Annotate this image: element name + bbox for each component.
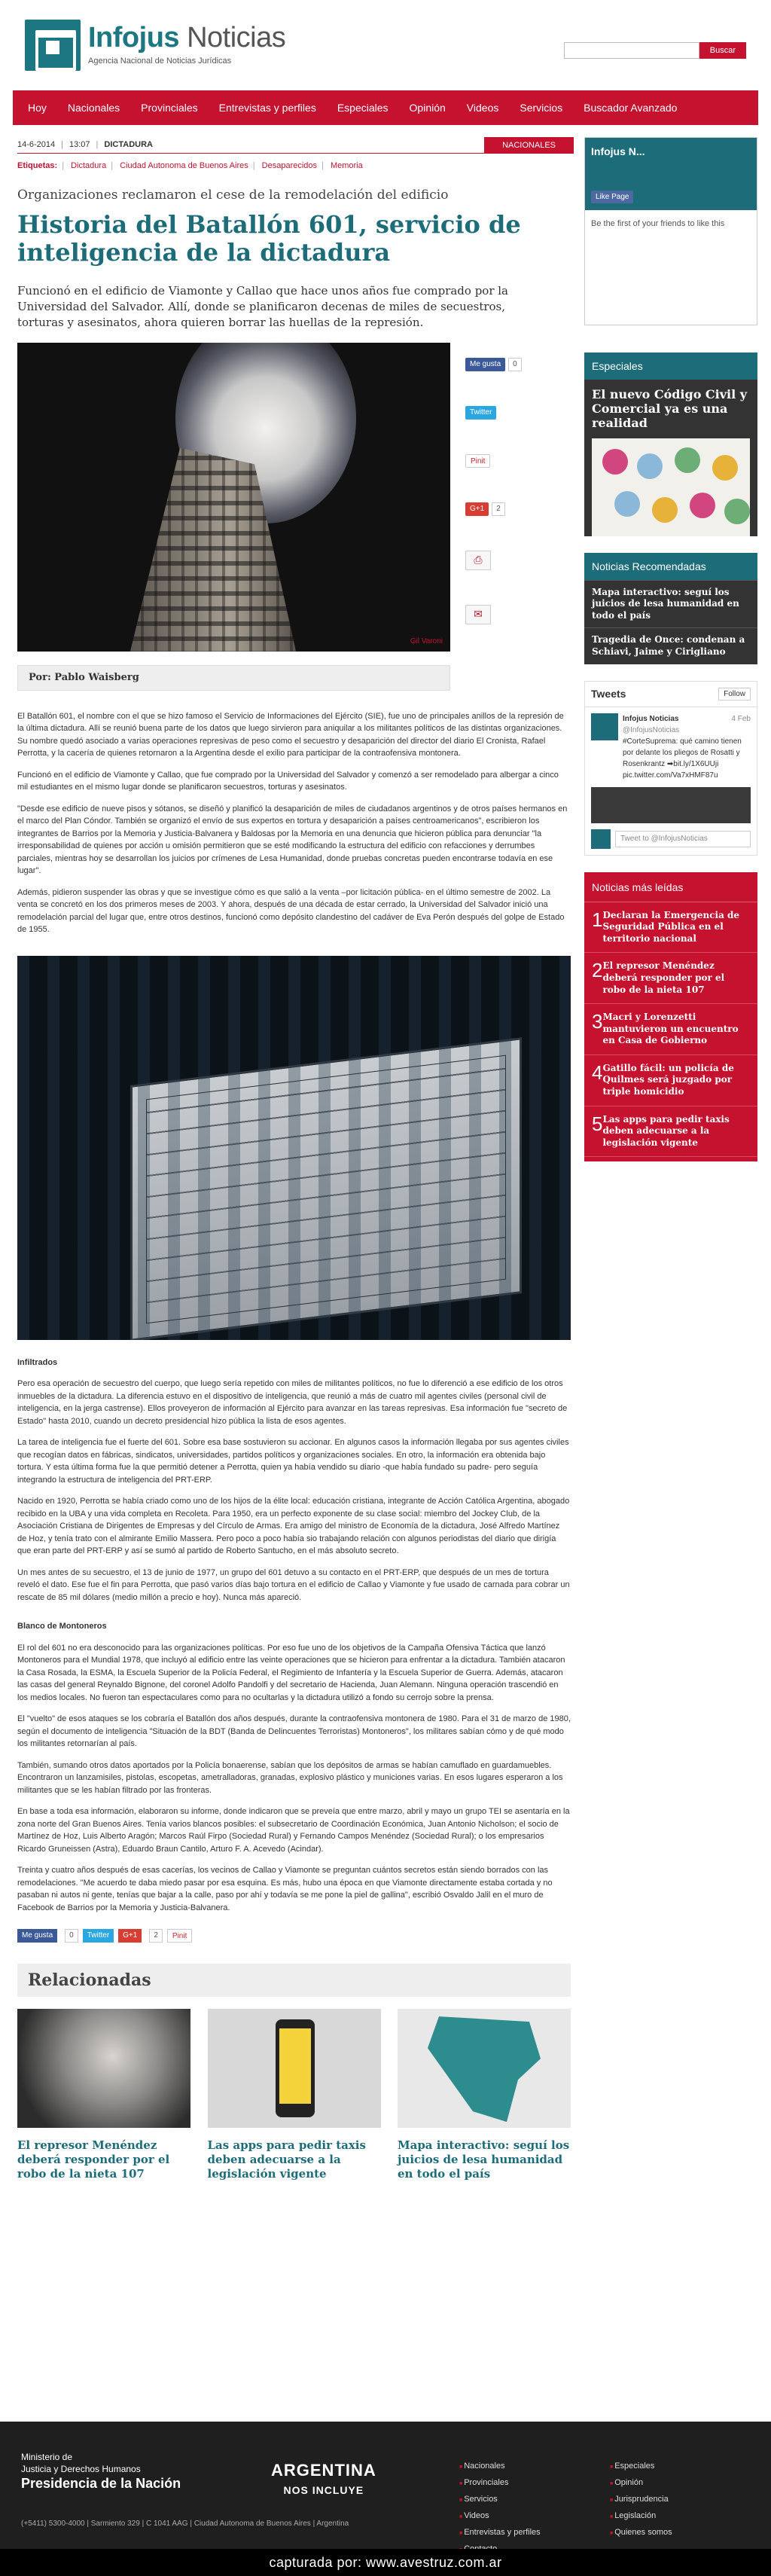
article [13, 137, 574, 2181]
avatar[interactable] [591, 713, 618, 740]
tag-link[interactable]: Dictadura [71, 161, 107, 170]
tweet-text: #CorteSuprema: qué camino tienen por delante los pliegos de Rosatti y Rosenkrantz ➡bit.ly/1X6UUji pic.twitter.com/Va7xHMF87u [623, 737, 742, 780]
main-nav [13, 90, 758, 125]
tweet-author[interactable]: Infojus Noticias [623, 714, 679, 723]
facebook-count: 0 [508, 358, 522, 371]
related-section [17, 1964, 571, 2181]
share-column [450, 343, 548, 659]
search-button[interactable]: Buscar [699, 42, 746, 59]
related-thumbnail[interactable] [398, 2009, 571, 2128]
article-time: 13:07 [69, 140, 90, 150]
especiales-heading: Especiales [584, 353, 757, 380]
site-logo[interactable] [25, 20, 285, 71]
most-read-item[interactable]: 3 Macri y Lorenzetti mantuvieron un encuentro en Casa de Gobierno [584, 1004, 757, 1055]
article-subhead: Funcionó en el edificio de Viamonte y Callao que hace unos años fue comprado por la Universidad del Salvador. Allí, donde se planificaron decenas de miles de secuestros, torturas y asesinatos, ahora quieren borrar las huellas de la represión. [17, 283, 509, 329]
footer-link[interactable]: ■ Opinión [610, 2474, 672, 2491]
footer-link[interactable]: ■ Especiales [610, 2458, 672, 2474]
recommended-item[interactable]: Mapa interactivo: seguí los juicios de lesa humanidad en todo el país [584, 580, 757, 628]
most-read-item[interactable]: 2 El represor Menéndez deberá responder por el robo de la nieta 107 [584, 953, 757, 1004]
footer-link[interactable]: ■ Entrevistas y perfiles [459, 2524, 541, 2541]
twitter-button[interactable]: Twitter [83, 1929, 114, 1943]
especiales-illustration[interactable] [592, 438, 750, 536]
article-paragraph: Además, pidieron suspender las obras y que se investigue cómo es que salió a la venta –por licitación pública- en el último semestre de 2002. La venta se concretó en los dos primeros meses de 2003. Y ahora, después de una década de estar cerrado, la Universidad del Salvador inició una remodelación parcial del lugar que, entre otros destinos, funcionó como depósito clandestino del cadáver de Eva Perón después del golpe de Estado de 1955. [17, 887, 565, 935]
article-photo [17, 956, 571, 1340]
pinterest-button[interactable]: Pinit [167, 1929, 192, 1943]
most-read-item[interactable]: 1 Declaran la Emergencia de Seguridad Pública en el territorio nacional [584, 902, 757, 954]
related-title: Relacionadas [17, 1964, 571, 1997]
article-paragraph: Pero esa operación de secuestro del cuerpo, que luego sería repetido con miles de militantes políticos, no fue lo diferenció a ese edificio de los otros inmuebles de la dictadura. La diferencia estuvo en el dispositivo de inteligencia, que reunió a más de cuatro mil agentes civiles (personal civil de inteligencia, en la jerga castrense). Ellos proveyeron de información al Ejército para avanzar en las tareas represivas. Esa información fue "secreto de Estado" hasta 2010, cuando un decreto presidencial hizo pública la lista de esos agentes. [17, 1379, 568, 1426]
facebook-like-page-button[interactable]: Like Page [591, 191, 633, 203]
related-thumbnail[interactable] [17, 2009, 190, 2128]
footer-link[interactable]: ■ Nacionales [459, 2458, 541, 2474]
twitter-widget [584, 681, 757, 856]
pinterest-button[interactable]: Pinit [465, 454, 490, 468]
related-item-title[interactable]: Las apps para pedir taxis deben adecuarse a la legislación vigente [207, 2138, 366, 2181]
recommended-box [584, 553, 757, 664]
article-paragraph: El Batallón 601, el nombre con el que se hizo famoso el Servicio de Informaciones del Ejército (SIE), fue uno de principales anillos de la represión de la última dictadura. Allí se reunió buena parte de los datos que luego sirvieron para aniquilar a los militantes políticos de las distintas organizaciones. Su nombre quedó asociado a varias operaciones represivas de peso como el secuestro y desaparición del director del diario El Cronista, Rafael Perrotta, y la cacería de quienes retornaron a la Argentina desde el exilio para participar de la contraofensiva montonera. [17, 711, 564, 758]
article-paragraph: El "vuelto" de esos ataques se los cobraría el Batallón dos años después, durante la contraofensiva montonera de 1980. Para el 31 de marzo de 1980, según el documento de inteligencia "Situación de la BDT (Banda de Delincuentes Terroristas) Montoneros", los militares sabían cómo y de qué modo los militantes retornarían al país. [17, 1714, 571, 1749]
most-read-box [584, 872, 757, 1162]
recommended-item[interactable]: Tragedia de Once: condenan a Schiavi, Jaime y Cirigliano [584, 627, 757, 664]
article-section: DICTADURA [104, 140, 153, 150]
search-input[interactable] [564, 42, 699, 59]
related-item-title[interactable]: Mapa interactivo: seguí los juicios de lesa humanidad en todo el país [398, 2138, 570, 2181]
tweet-to-input[interactable]: Tweet to @InfojusNoticias [615, 831, 751, 847]
nav-item-buscador-avanzado[interactable]: Buscador Avanzado [584, 101, 678, 114]
google-plus-button[interactable]: G+1 [118, 1929, 142, 1943]
facebook-like-button[interactable]: Me gusta [465, 358, 505, 371]
tweet-handle[interactable]: @InfojusNoticias [623, 725, 680, 734]
google-plus-button[interactable]: G+1 [465, 502, 489, 516]
logo-mark-icon [25, 20, 81, 71]
header [13, 0, 758, 90]
nav-item-provinciales[interactable]: Provinciales [141, 101, 198, 114]
bottom-share-bar [17, 1929, 574, 1943]
footer-address: (+5411) 5300-4000 | Sarmiento 329 | C 1041 AAG | Ciudad Autonoma de Buenos Aires | Argentina [21, 2520, 349, 2528]
google-plus-count: 2 [149, 1929, 163, 1943]
footer-link[interactable]: ■ Videos [459, 2507, 541, 2524]
footer-links [459, 2458, 541, 2557]
tag-list: Etiquetas: | Dictadura | Ciudad Autonoma de Buenos Aires | Desaparecidos | Memoria [17, 161, 363, 170]
section-subtitle: Blanco de Montoneros [17, 1622, 107, 1631]
facebook-widget [584, 137, 757, 325]
related-thumbnail[interactable] [208, 2009, 381, 2128]
nav-item-especiales[interactable]: Especiales [337, 101, 389, 114]
nav-item-hoy[interactable]: Hoy [28, 101, 47, 114]
article-headline: Historia del Batallón 601, servicio de inteligencia de la dictadura [17, 210, 521, 267]
footer-link[interactable]: ■ Quienes somos [610, 2524, 672, 2541]
nav-item-opinion[interactable]: Opinión [409, 101, 446, 114]
article-meta: 14-6-2014 | 13:07 | DICTADURA NACIONALES [17, 137, 574, 154]
article-paragraph: La tarea de inteligencia fue el fuerte del 601. Sobre esa base sostuvieron su accionar. En algunos casos la información llegaba por sus agentes civiles que recogían datos en fábricas, sindicatos, universidades, partidos políticos y organizaciones sociales. En otro, la información era obtenida bajo tortura. Y esta última forma fue la que permitió detener a Perrotta, quien ya había vendido su diario -que había fundado su padre- pero seguía integrando la estructura de inteligencia del PRT-ERP. [17, 1438, 569, 1485]
article-paragraph: Un mes antes de su secuestro, el 13 de junio de 1977, un grupo del 601 detuvo a su contacto en el PRT-ERP, que después de un mes de tortura reveló el dato. Ese fue el fin para Perrotta, que pasó varios días bajo tortura en el edificio de Callao y Viamonte y fue usado de carnada para cobrar un rescate de 85 mil dólares (medio millón a precio e hoy). Nunca más apareció. [17, 1567, 570, 1602]
nav-item-entrevistas[interactable]: Entrevistas y perfiles [218, 101, 316, 114]
site-name: Infojus Noticias [88, 21, 286, 53]
footer-link[interactable]: ■ Servicios [459, 2491, 541, 2507]
related-item[interactable] [398, 2009, 571, 2181]
related-item[interactable] [208, 2009, 381, 2181]
tweets-heading: Tweets [591, 687, 626, 700]
tag-link[interactable]: Desaparecidos [261, 161, 318, 170]
google-plus-count: 2 [492, 502, 505, 516]
hero-photo [17, 343, 450, 652]
article-author: Por: Pablo Waisberg [17, 665, 450, 691]
recommended-heading: Noticias Recomendadas [584, 553, 757, 580]
search-form [564, 42, 746, 59]
article-paragraph: Funcionó en el edificio de Viamonte y Callao, que fue comprado por la Universidad del Salvador y comenzó a ser remodelado para albergar a cinco mil estudiantes en el mismo lugar donde se planificaron secuestros, torturas y asesinatos. [17, 770, 559, 792]
tweet-date: 4 Feb [731, 714, 751, 723]
facebook-friends-text: Be the first of your friends to like this [591, 219, 725, 228]
related-item-title[interactable]: El represor Menéndez deberá responder por el robo de la nieta 107 [17, 2138, 170, 2181]
footer-link[interactable]: ■ Jurisprudencia [610, 2491, 672, 2507]
avatar [591, 829, 611, 849]
article-paragraph: "Desde ese edificio de nueve pisos y sótanos, se diseñó y planificó la desaparición de miles de ciudadanos argentinos y de otros países hermanos en el marco del Plan Cóndor. También se organizó el envío de sus expertos en tortura y desaparición a países centroamericanos", escribieron los integrantes de Barrios por la Memoria y Justicia-Balvanera y Baldosas por la Memoria en una denuncia que hicieron pública para denunciar "la irresponsabilidad de quienes por acción u omisión permitieron que se esté modificando la estructura del edificio con refacciones y derrumbes parciales, mientras hoy se desarrollan los juicios por crímenes de Lesa Humanidad, donde pruebas concretas pueden encontrarse todavía en ese lugar". [17, 804, 568, 876]
nav-item-nacionales[interactable]: Nacionales [67, 101, 120, 114]
most-read-item[interactable]: 4 Gatillo fácil: un policía de Quilmes será juzgado por triple homicidio [584, 1055, 757, 1106]
article-paragraph: El rol del 601 no era desconocido para las organizaciones políticas. Por eso fue uno de los objetivos de la Campaña Ofensiva Táctica que lanzó Montoneros para el Mundial 1978, que incluyó al edificio entre las veinte operaciones que se hicieron para enfrentar a la dictadura. También atacaron la Casa Rosada, la ESMA, la Escuela Superior de la Policía Federal, el Regimiento de Infantería y la Escuela Superior de Guerra. Además, atacaron las casas del general Reynaldo Bignone, del coronel Adolfo Pandolfi y del secretario de Hacienda, Juan Alemann. Ninguna operación trascendió en los medios locales. No fueron tan espectaculares como para no ocultarlas y la dictadura utilizó a fondo su cerrojo sobre la prensa. [17, 1643, 565, 1702]
nav-item-servicios[interactable]: Servicios [520, 101, 563, 114]
footer [0, 2422, 771, 2576]
site-tagline: Agencia Nacional de Noticias Jurídicas [88, 56, 232, 66]
article-kicker: Organizaciones reclamaron el cese de la remodelación del edificio [17, 187, 449, 203]
article-date: 14-6-2014 [17, 140, 56, 150]
tweet-image[interactable] [591, 787, 751, 823]
ministry-logo[interactable]: Ministerio de Justicia y Derechos Humanos Presidencia de la Nación [21, 2452, 181, 2492]
sidebar [584, 137, 757, 2181]
tweet [585, 707, 757, 787]
email-icon[interactable]: ✉ [465, 605, 491, 624]
footer-links [610, 2458, 672, 2541]
argentina-logo[interactable]: ARGENTINA NOS INCLUYE [271, 2461, 376, 2496]
tag-link[interactable]: Ciudad Autonoma de Buenos Aires [120, 161, 248, 170]
capture-watermark: capturada por: www.avestruz.com.ar [0, 2549, 771, 2576]
article-paragraph: En base a toda esa información, elaboraron su informe, donde indicaron que se preveía que entre marzo, abril y mayo un grupo TEI se asentaría en la zona norte del Gran Buenos Aires. Tenía varios blancos posibles: el subsecretario de Coordinación Económica, Juan Antonio Nicholson; el socio de Martínez de Hoz, Luis Alberto Aragón; Marcos Raúl Firpo (Sociedad Rural) y Fernando Campos Menéndez (Sociedad Rural); o los empresarios Ricardo Gruneissen (Astra), Eduardo Braun Cantilo, Arturo F. A. Acevedo (Acindar). [17, 1807, 570, 1854]
content-wrap [13, 0, 758, 2181]
nav-item-videos[interactable]: Videos [466, 101, 499, 114]
print-icon[interactable]: ⎙ [465, 551, 491, 570]
article-paragraph: Nacido en 1920, Perrotta se había criado como uno de los hijos de la élite local: educación cristiana, integrante de Acción Católica Argentina, abogado recibido en la UBA y una vida completa en Recoleta. Para 1950, era un perfecto exponente de su clase social: miembro del Jockey Club, de la Asociación Cristiana de Dirigentes de Empresas y del Círculo de Armas. Era amigo del ministro de Economía de la dictadura, José Alfredo Martínez de Hoz, y tenía trato con el almirante Emilio Massera. Pero poco a poco había sio trabajando relación con algunos periodistas del diario que dirigía que eran parte del PRT-ERP y así se sumó al partido de Roberto Santucho, en el más absoluto secreto. [17, 1497, 570, 1556]
footer-link[interactable]: ■ Provinciales [459, 2474, 541, 2491]
especiales-box[interactable] [584, 353, 757, 536]
especiales-title[interactable]: El nuevo Código Civil y Comercial ya es una realidad [592, 387, 748, 431]
facebook-page-name[interactable]: Infojus N... [591, 145, 645, 157]
section-subtitle: Infiltrados [17, 1357, 58, 1367]
tag-link[interactable]: Memoria [330, 161, 363, 170]
footer-link[interactable]: ■ Legislación [610, 2507, 672, 2524]
most-read-heading: Noticias más leídas [584, 872, 757, 902]
facebook-count: 0 [65, 1929, 78, 1943]
related-item[interactable] [17, 2009, 190, 2181]
most-read-item[interactable]: 5 Las apps para pedir taxis deben adecuarse a la legislación vigente [584, 1106, 757, 1158]
section-badge[interactable]: NACIONALES [484, 137, 574, 154]
facebook-like-button[interactable]: Me gusta [17, 1929, 57, 1943]
article-paragraph: También, sumando otros datos aportados por la Policía bonaerense, sabían que los depósitos de armas se habían camuflado en guardamuebles. Encontraron un lanzamisiles, pistolas, escopetas, ametralladoras, granadas, explosivo plástico y municiones varias. En esos lugares esperaron a los militantes que se les habían filtrado por las fronteras. [17, 1760, 563, 1795]
twitter-button[interactable]: Twitter [465, 406, 496, 420]
article-paragraph: Treinta y cuatro años después de esas cacerías, los vecinos de Callao y Viamonte se preguntan cuántos secretos están siendo borrados con las remodelaciones. "Me acuerdo te daba miedo pasar por esa esquina. Es más, hubo una época en que Viamonte directamente estaba cortada y no pasaban ni autos ni gente, tenías que bajar a la calle, paso por ahí y todavía se me pone la piel de gallina", escribió Osvaldo Jalil en el muro de Facebook de Barrios por la Memoria y Justicia-Balvanera. [17, 1866, 553, 1912]
twitter-follow-button[interactable]: Follow [718, 688, 751, 700]
photo-credit: Gil Varoni [410, 636, 443, 646]
